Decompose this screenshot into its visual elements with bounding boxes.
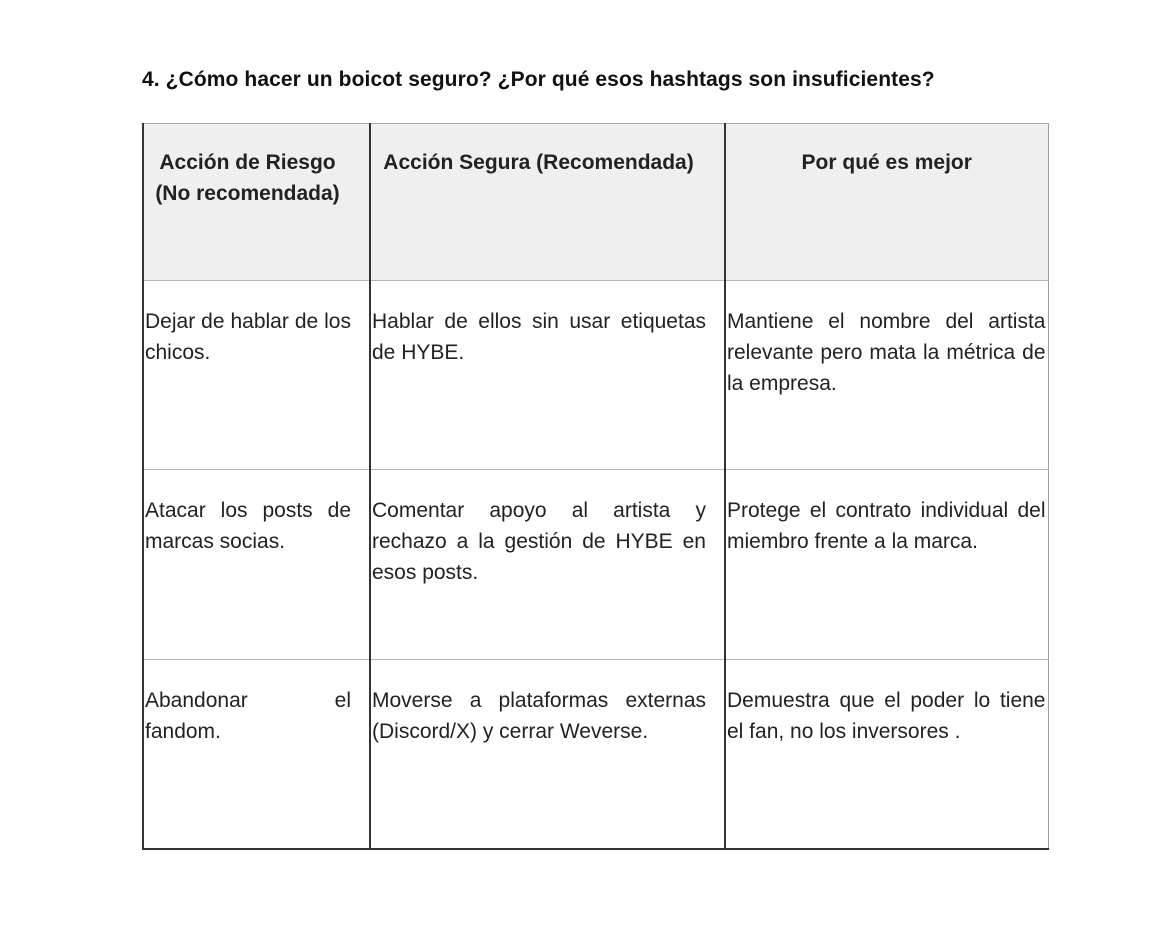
cell-safe-action: Comentar apoyo al artista y rechazo a la gestión de HYBE en esos posts. <box>370 470 725 660</box>
header-cell-risk-action: Acción de Riesgo (No recomendada) <box>143 124 370 281</box>
header-cell-safe-action: Acción Segura (Recomendada) <box>370 124 725 281</box>
table-row <box>143 660 1048 849</box>
cell-risk-action: Dejar de hablar de los chicos. <box>143 281 370 470</box>
cell-why-better: Demuestra que el poder lo tiene el fan, no los inversores . <box>725 660 1048 849</box>
cell-why-better: Protege el contrato individual del miembro frente a la marca. <box>725 470 1048 660</box>
table-row <box>143 281 1048 470</box>
cell-safe-action: Moverse a plataformas externas (Discord/X) y cerrar Weverse. <box>370 660 725 849</box>
cell-safe-action: Hablar de ellos sin usar etiquetas de HYBE. <box>370 281 725 470</box>
table-body <box>143 281 1048 849</box>
cell-risk-action: Atacar los posts de marcas socias. <box>143 470 370 660</box>
header-row <box>143 124 1048 281</box>
cell-why-better: Mantiene el nombre del artista relevante pero mata la métrica de la empresa. <box>725 281 1048 470</box>
header-cell-why-better: Por qué es mejor <box>725 124 1048 281</box>
section-heading: 4. ¿Cómo hacer un boicot seguro? ¿Por qué esos hashtags son insuficientes? <box>142 68 935 91</box>
table-header <box>143 124 1048 281</box>
table-row <box>143 470 1048 660</box>
cell-risk-action: Abandonar el fandom. <box>143 660 370 849</box>
comparison-table <box>142 123 1049 850</box>
